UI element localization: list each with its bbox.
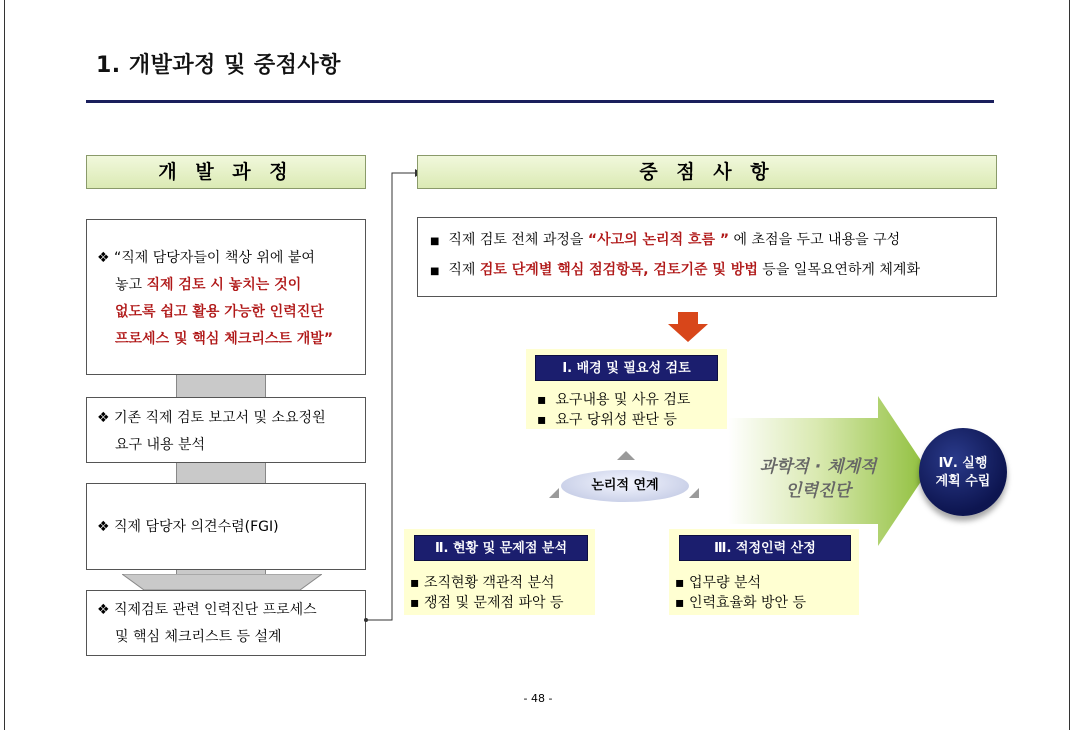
page-title: 1. 개발과정 및 중점사항: [96, 53, 341, 78]
stage-2-item-1: ▪ 조직현황 객관적 분석: [410, 575, 555, 591]
page-number: - 48 -: [523, 692, 553, 705]
focus-header: 중 점 사 항: [417, 155, 997, 189]
stage-4-circle: Ⅳ. 실행 계획 수립: [919, 428, 1007, 516]
focus-box: [417, 217, 997, 297]
box1-line1: ❖ “직제 담당자들이 책상 위에 붙여: [97, 250, 315, 266]
process-box-1: [86, 219, 366, 375]
box3-line1: ❖ 직제 담당자 의견수렴(FGI): [97, 519, 279, 535]
focus-item-2: ■ 직제 검토 단계별 핵심 점검항목, 검토기준 및 방법 등을 일목요연하게 체계화: [430, 262, 920, 278]
stage-1-item-1: ▪ 요구내용 및 사유 검토: [537, 392, 691, 408]
process-box-4: [86, 590, 366, 656]
stage-1-item-2: ▪ 요구 당위성 판단 등: [537, 412, 677, 428]
box1-line4: 프로세스 및 핵심 체크리스트 개발”: [115, 331, 334, 347]
stage-3-item-1: ▪ 업무량 분석: [675, 575, 762, 591]
logical-link-label: 논리적 연계: [561, 470, 689, 502]
box2-line2: 요구 내용 분석: [115, 437, 206, 453]
stage-3-item-2: ▪ 인력효율화 방안 등: [675, 595, 807, 611]
stage-2-item-2: ▪ 쟁점 및 문제점 파악 등: [410, 595, 564, 611]
title-rule: [86, 100, 994, 103]
stage-2-title: Ⅱ. 현황 및 문제점 분석: [414, 535, 588, 561]
connector-2: [176, 463, 266, 483]
stage-3-title: Ⅲ. 적정인력 산정: [679, 535, 851, 561]
box4-line2: 및 핵심 체크리스트 등 설계: [115, 629, 282, 645]
arrow-label: 과학적 · 체계적 인력진단: [759, 457, 877, 501]
down-arrow-shape: [122, 574, 322, 590]
dev-process-header: 개 발 과 정: [86, 155, 366, 189]
box4-line1: ❖ 직제검토 관련 인력진단 프로세스: [97, 602, 317, 618]
focus-item-1: ■ 직제 검토 전체 과정을 “사고의 논리적 흐름 ” 에 초점을 두고 내용을 구성: [430, 232, 901, 248]
process-box-2: [86, 397, 366, 463]
connector-1: [176, 375, 266, 397]
box1-line2: 놓고 직제 검토 시 놓치는 것이: [115, 277, 302, 293]
orange-down-arrow: [668, 312, 708, 342]
process-box-3: [86, 483, 366, 570]
box1-line3: 없도록 쉽고 활용 가능한 인력진단: [115, 304, 324, 320]
stage-1-title: Ⅰ. 배경 및 필요성 검토: [535, 355, 718, 381]
box2-line1: ❖ 기존 직제 검토 보고서 및 소요정원: [97, 410, 326, 426]
